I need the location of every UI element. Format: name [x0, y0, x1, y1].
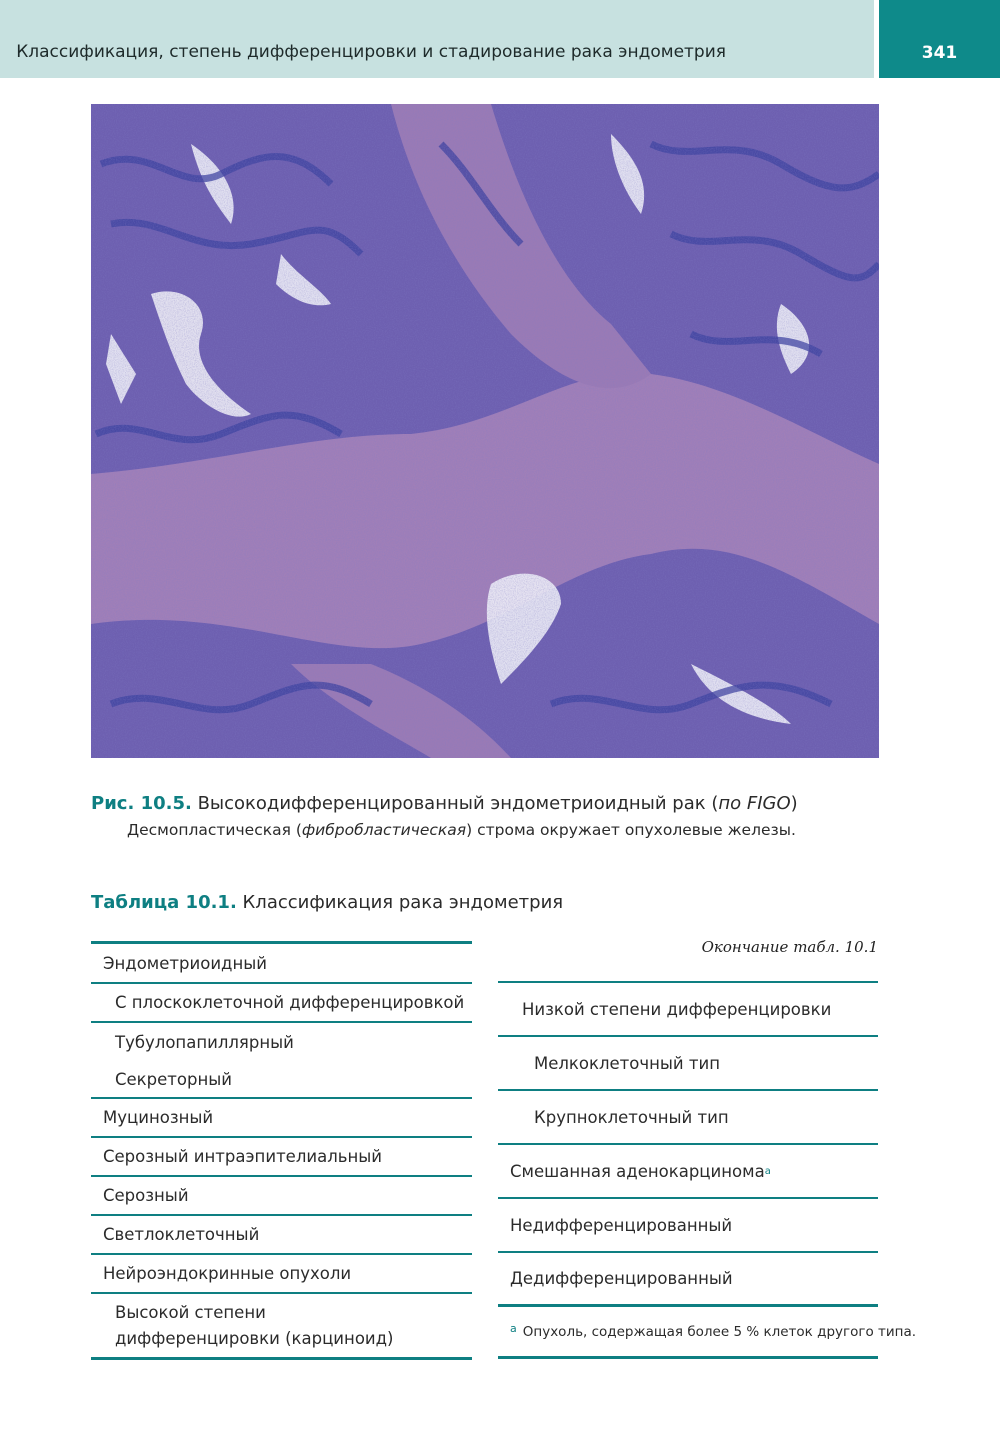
table-row: Серозный [91, 1177, 472, 1216]
figure-note-start: Десмопластическая ( [127, 821, 302, 839]
table-cell-text: Смешанная аденокарцинома [510, 1161, 765, 1181]
table-continuation-label: Окончание табл. 10.1 [701, 938, 878, 956]
figure-caption-main: Высокодифференцированный эндометриоидный рак ( [197, 793, 719, 814]
footnote-marker: a [510, 1322, 517, 1335]
table-row: Нейроэндокринные опухоли [91, 1255, 472, 1294]
histology-micrograph [91, 104, 879, 758]
table-title: Классификация рака эндометрия [242, 892, 564, 913]
figure-note-end: ) строма окружает опухолевые железы. [466, 821, 796, 839]
table-row: Секреторный [91, 1062, 472, 1099]
table-row: С плоскоклеточной дифференцировкой [91, 984, 472, 1023]
table-row: Крупноклеточный тип [498, 1091, 878, 1145]
table-row: Серозный интраэпителиальный [91, 1138, 472, 1177]
table-row: Светлоклеточный [91, 1216, 472, 1255]
table-row: Муцинозный [91, 1099, 472, 1138]
table-row: Низкой степени дифференцировки [498, 983, 878, 1037]
table-row: Недифференцированный [498, 1199, 878, 1253]
table-row: Высокой степени дифференцировки (карциноид) [91, 1294, 472, 1360]
figure-label: Рис. 10.5. [91, 793, 192, 814]
page-number-box [879, 0, 1000, 78]
table-label: Таблица 10.1. [91, 892, 237, 913]
running-header-band [0, 0, 874, 78]
table-footnote [498, 1304, 917, 1359]
page-number: 341 [921, 43, 958, 63]
table-row: Эндометриоидный [91, 944, 472, 984]
table-caption [91, 892, 563, 913]
table-row [498, 1145, 878, 1199]
figure-note-italic: фибробластическая [301, 821, 467, 839]
classification-table-right [498, 981, 878, 1307]
figure-caption [91, 793, 798, 814]
table-row: Мелкоклеточный тип [498, 1037, 878, 1091]
table-row: Дедифференцированный [498, 1253, 878, 1307]
running-header-title: Классификация, степень дифференцировки и стадирование рака эндометрия [16, 42, 726, 62]
footnote-text: Опухоль, содержащая более 5 % клеток другого типа. [522, 1324, 917, 1340]
figure-caption-italic: по FIGO [718, 793, 791, 814]
figure-note [127, 821, 796, 839]
table-row: Тубулопапиллярный [115, 1033, 294, 1052]
figure-caption-end: ) [790, 793, 798, 814]
footnote-marker: a [764, 1165, 771, 1177]
classification-table-left [91, 941, 472, 1360]
